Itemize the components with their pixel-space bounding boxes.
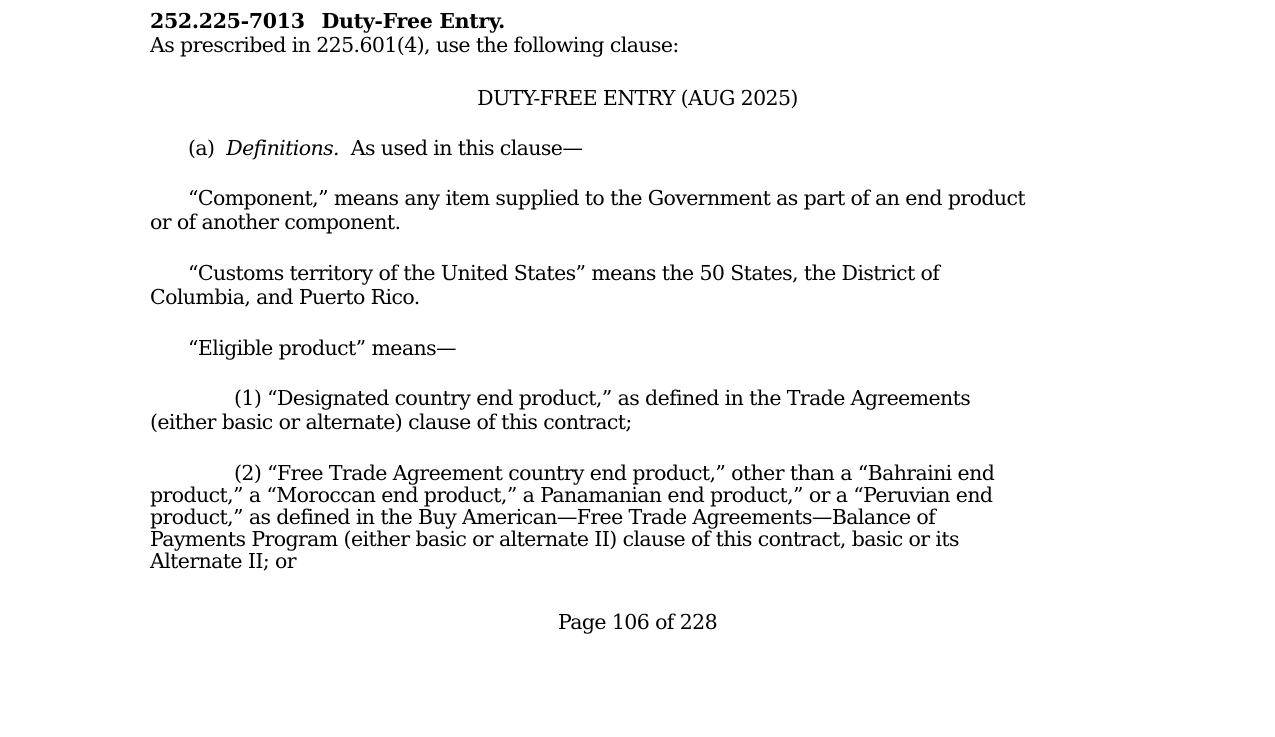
paragraph-a-heading: Definitions.: [226, 136, 339, 160]
paragraph-a-label: (a): [188, 136, 215, 160]
section-heading: [150, 9, 505, 33]
item-2-line4: Payments Program (either basic or alternate II) clause of this contract, basic or its: [150, 527, 959, 551]
page-number: Page 106 of 228: [557, 610, 718, 634]
paragraph-a-text: As used in this clause—: [350, 136, 583, 160]
component-definition-line1: “Component,” means any item supplied to the Government as part of an end product: [188, 186, 1025, 210]
item-2-line1: (2) “Free Trade Agreement country end product,” other than a “Bahraini end: [234, 461, 995, 485]
intro-text: As prescribed in 225.601(4), use the following clause:: [150, 33, 679, 57]
customs-definition-line2: Columbia, and Puerto Rico.: [150, 285, 420, 309]
paragraph-a: [188, 136, 582, 160]
item-1-line2: (either basic or alternate) clause of this contract;: [150, 410, 632, 434]
section-number: 252.225-7013: [150, 9, 305, 33]
eligible-product-definition: “Eligible product” means—: [188, 336, 456, 360]
section-title: Duty-Free Entry.: [321, 9, 506, 33]
item-2-line3: product,” as defined in the Buy American—Free Trade Agreements—Balance of: [150, 505, 936, 529]
clause-title: DUTY-FREE ENTRY (AUG 2025): [477, 86, 798, 110]
component-definition-line2: or of another component.: [150, 210, 401, 234]
customs-definition-line1: “Customs territory of the United States” means the 50 States, the District of: [188, 261, 940, 285]
item-2-line2: product,” a “Moroccan end product,” a Panamanian end product,” or a “Peruvian end: [150, 483, 993, 507]
item-2-line5: Alternate II; or: [150, 549, 297, 573]
item-1-line1: (1) “Designated country end product,” as defined in the Trade Agreements: [234, 386, 971, 410]
